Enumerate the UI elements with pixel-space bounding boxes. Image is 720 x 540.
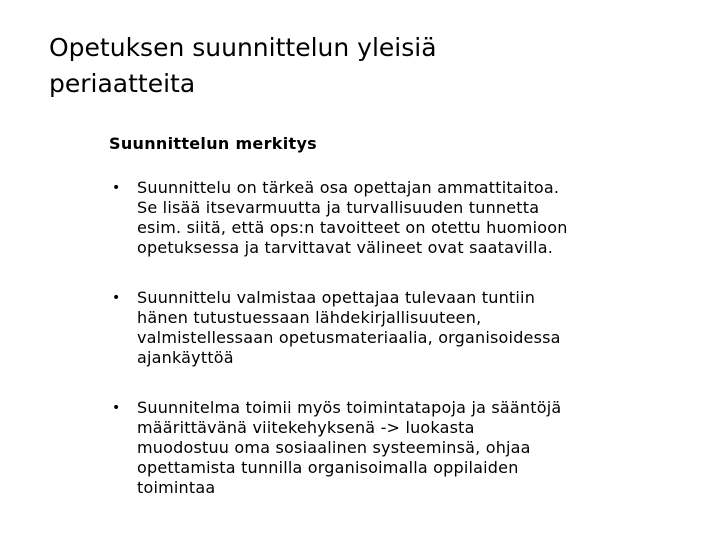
bullet-marker-icon: • <box>112 290 121 306</box>
section-heading: Suunnittelun merkitys <box>109 134 317 153</box>
bullet-line: muodostuu oma sosiaalinen systeeminsä, ohjaa <box>137 438 531 457</box>
bullet-line: määrittävänä viitekehyksenä -> luokasta <box>137 418 475 437</box>
slide-title-line-1: Opetuksen suunnittelun yleisiä <box>49 33 437 62</box>
slide-title-line-2: periaatteita <box>49 69 196 98</box>
bullet-line: esim. siitä, että ops:n tavoitteet on otettu huomioon <box>137 218 568 237</box>
bullet-line: toimintaa <box>137 478 216 497</box>
bullet-line: Suunnittelu on tärkeä osa opettajan ammattitaitoa. <box>137 178 560 197</box>
bullet-line: Suunnittelu valmistaa opettajaa tulevaan tuntiin <box>137 288 536 307</box>
bullet-line: opetuksessa ja tarvittavat välineet ovat saatavilla. <box>137 238 553 257</box>
bullet-line: valmistellessaan opetusmateriaalia, organisoidessa <box>137 328 561 347</box>
slide-title <box>49 30 669 102</box>
bullet-marker-icon: • <box>112 180 121 196</box>
bullet-line: opettamista tunnilla organisoimalla oppilaiden <box>137 458 519 477</box>
bullet-line: Suunnitelma toimii myös toimintatapoja ja sääntöjä <box>137 398 562 417</box>
bullet-line: hänen tutustuessaan lähdekirjallisuuteen, <box>137 308 482 327</box>
bullet-item <box>109 178 679 258</box>
bullet-item <box>109 398 679 498</box>
bullet-marker-icon: • <box>112 400 121 416</box>
bullet-line: Se lisää itsevarmuutta ja turvallisuuden tunnetta <box>137 198 540 217</box>
bullet-item <box>109 288 679 368</box>
bullet-line: ajankäyttöä <box>137 348 234 367</box>
bullet-list <box>109 178 679 498</box>
